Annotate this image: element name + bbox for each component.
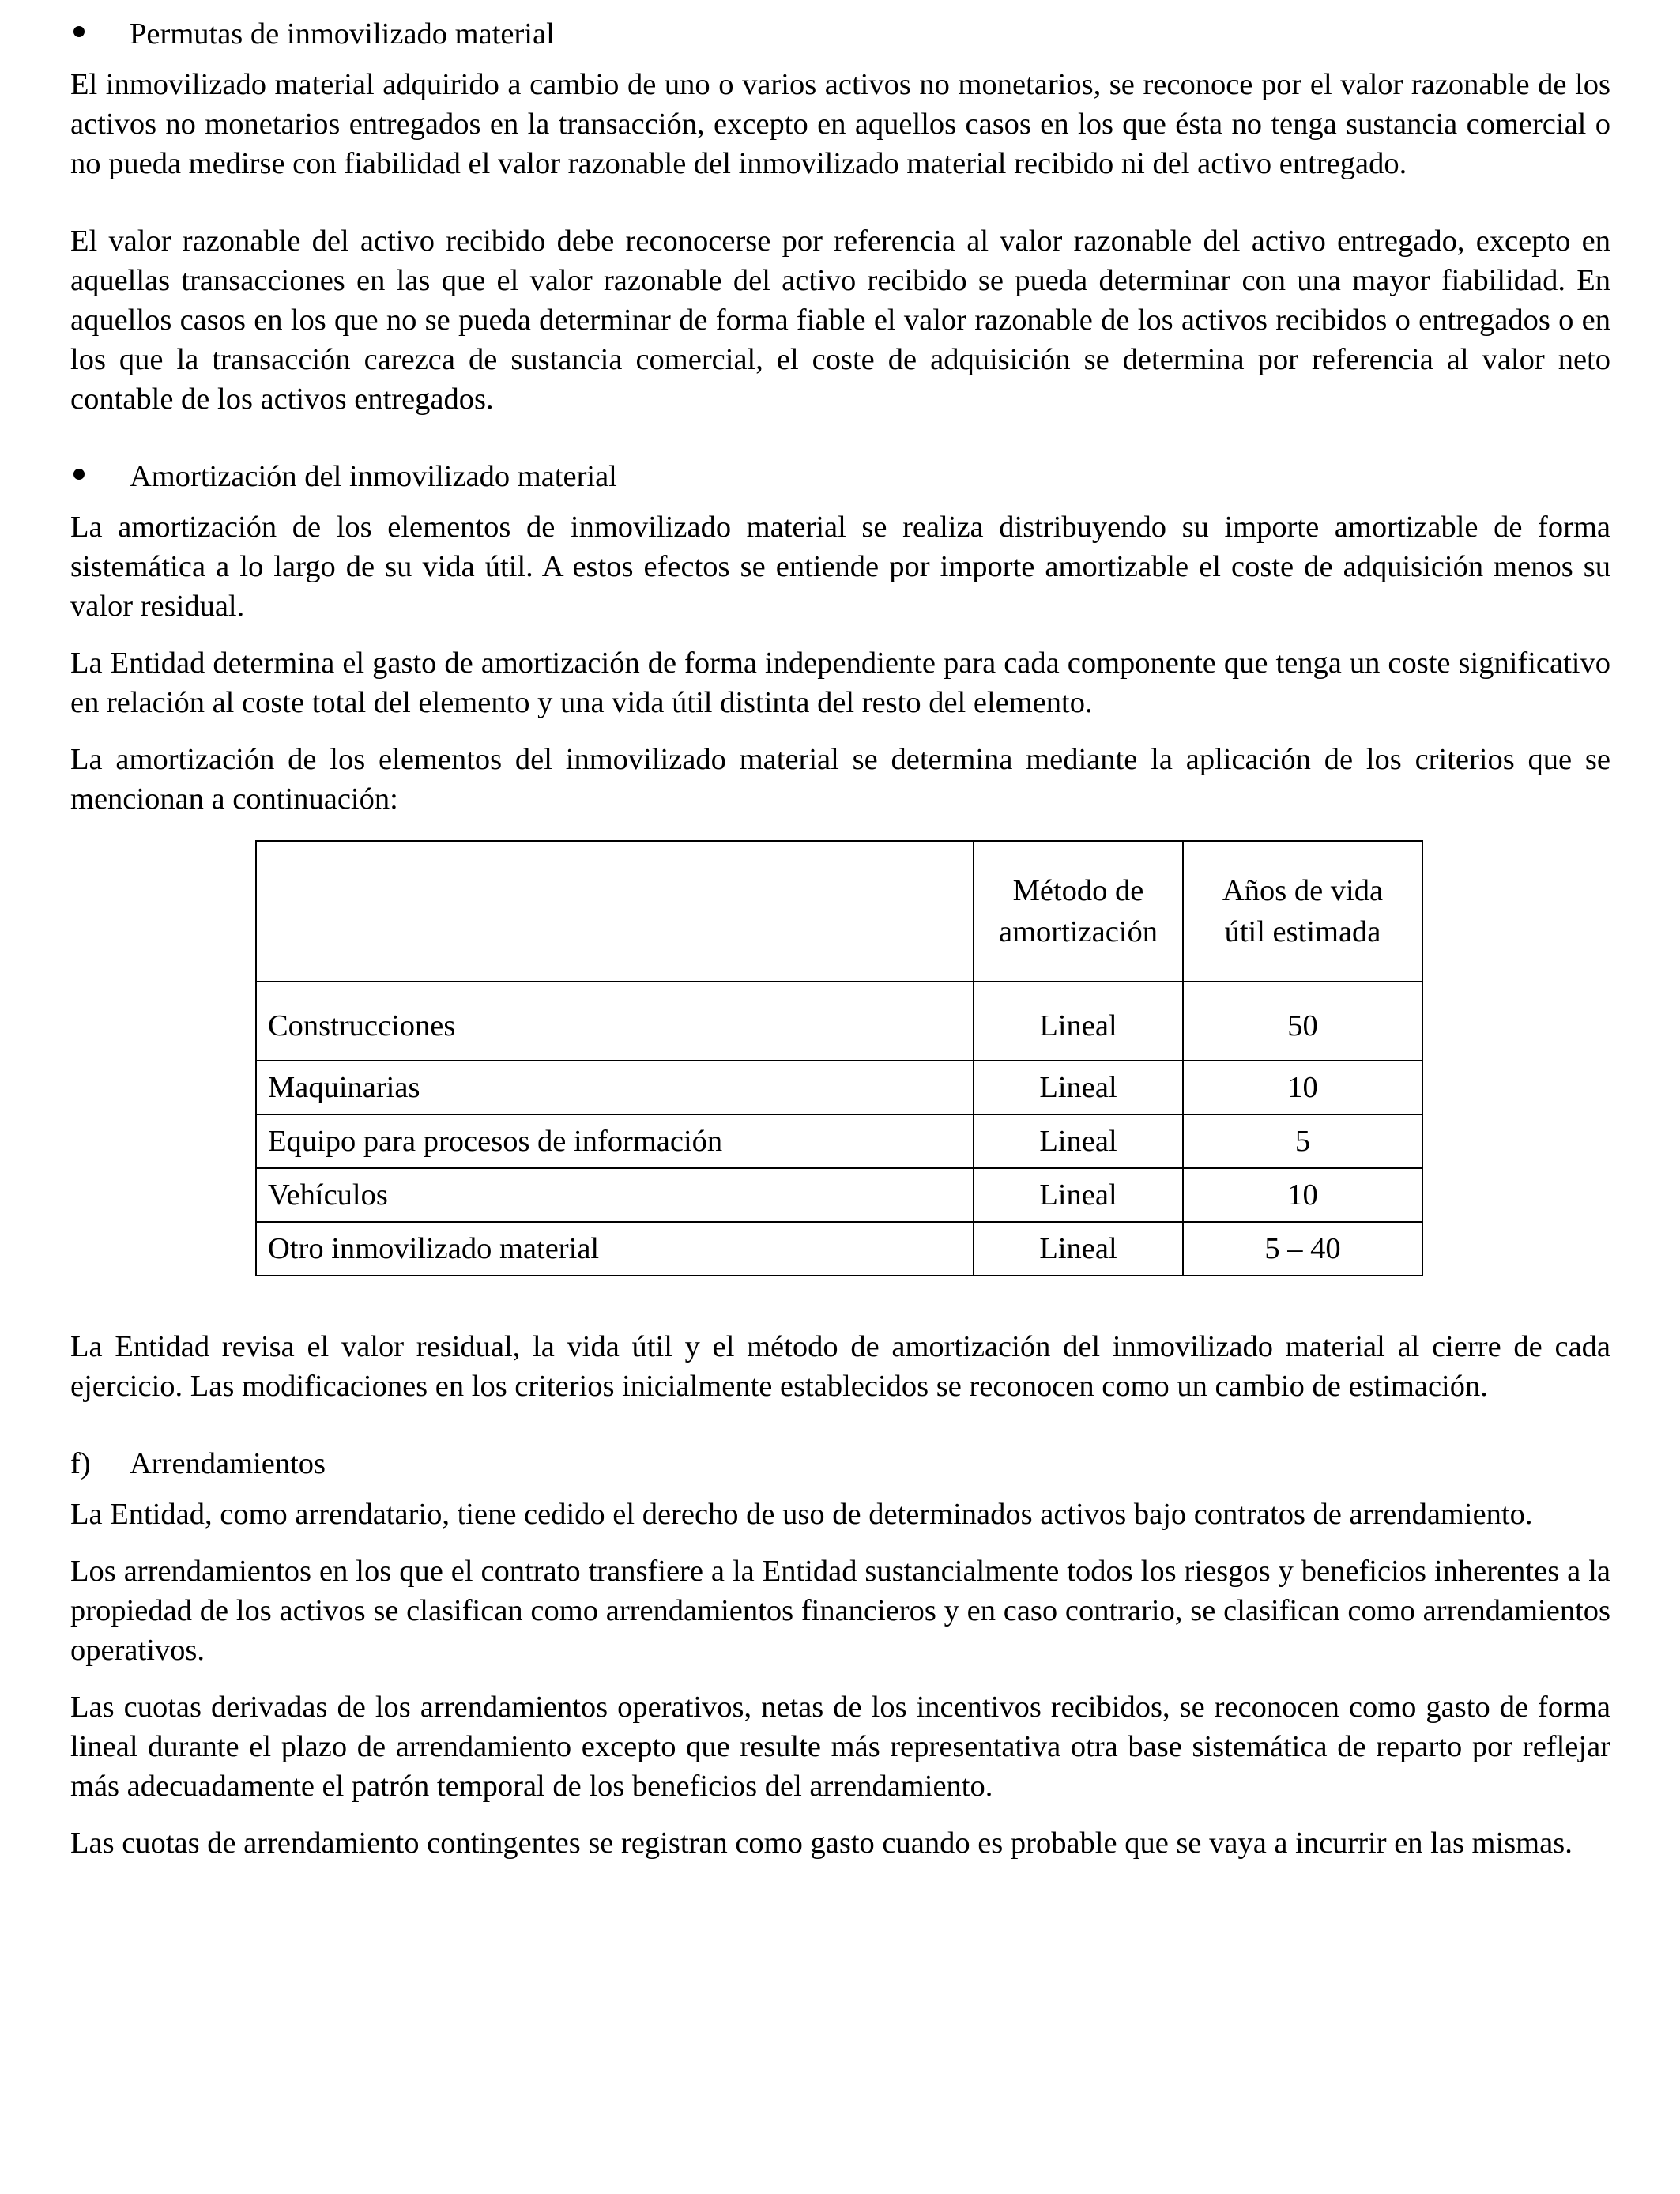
paragraph-arrendamientos-2: Los arrendamientos en los que el contrato transfiere a la Entidad sustancialmente todos los riesgos y beneficios inherentes a la propiedad de los activos se clasifican como arrendamientos financieros y en caso contrario, se clasifican como arrendamientos operativos.: [70, 1555, 1610, 1667]
row-concept: Construcciones: [256, 982, 974, 1061]
row-years: 10: [1183, 1061, 1422, 1114]
row-method: Lineal: [974, 1168, 1183, 1222]
row-years: 50: [1183, 982, 1422, 1061]
paragraph-amortizacion-3: La amortización de los elementos del inmovilizado material se determina mediante la aplicación de los criterios que se mencionan a continuación:: [70, 743, 1610, 816]
row-method: Lineal: [974, 1114, 1183, 1168]
table-header-row: [256, 841, 1422, 982]
row-years: 5 – 40: [1183, 1222, 1422, 1276]
table-row: [256, 1168, 1422, 1222]
row-concept: Vehículos: [256, 1168, 974, 1222]
paragraph-amortizacion-1: La amortización de los elementos de inmovilizado material se realiza distribuyendo su importe amortizable de forma sistemática a lo largo de su vida útil. A estos efectos se entiende por importe amortizable el coste de adquisición menos su valor residual.: [70, 511, 1610, 623]
header-years-line2: útil estimada: [1224, 915, 1381, 948]
heading-permutas: [70, 14, 1610, 54]
heading-arrendamientos: [70, 1444, 1610, 1483]
table-row: [256, 982, 1422, 1061]
table-row: [256, 1114, 1422, 1168]
table-header-years: [1183, 841, 1422, 982]
row-concept: Equipo para procesos de información: [256, 1114, 974, 1168]
row-method: Lineal: [974, 1222, 1183, 1276]
header-method-line2: amortización: [999, 915, 1158, 948]
table-header-method: [974, 841, 1183, 982]
header-years-line1: Años de vida: [1222, 874, 1384, 907]
amortization-table: [255, 840, 1423, 1276]
paragraph-amortizacion-4: La Entidad revisa el valor residual, la vida útil y el método de amortización del inmovilizado material al cierre de cada ejercicio. Las modificaciones en los criterios inicialmente establecidos se reconocen como un cambio de estimación.: [70, 1330, 1610, 1403]
heading-arrendamientos-text: Arrendamientos: [130, 1447, 326, 1480]
bullet-icon: [70, 457, 130, 496]
paragraph-arrendamientos-3: Las cuotas derivadas de los arrendamientos operativos, netas de los incentivos recibidos, se reconocen como gasto de forma lineal durante el plazo de arrendamiento excepto que resulte más representativa otra base sistemática de reparto por reflejar más adecuadamente el patrón temporal de los beneficios del arrendamiento.: [70, 1691, 1610, 1803]
document-page: [70, 14, 1610, 1863]
paragraph-amortizacion-2: La Entidad determina el gasto de amortización de forma independiente para cada componente que tenga un coste significativo en relación al coste total del elemento y una vida útil distinta del resto del elemento.: [70, 647, 1610, 719]
row-method: Lineal: [974, 1061, 1183, 1114]
heading-amortizacion: [70, 457, 1610, 496]
table-row: [256, 1061, 1422, 1114]
paragraph-arrendamientos-1: La Entidad, como arrendatario, tiene cedido el derecho de uso de determinados activos bajo contratos de arrendamiento.: [70, 1498, 1533, 1531]
row-years: 5: [1183, 1114, 1422, 1168]
heading-permutas-text: Permutas de inmovilizado material: [130, 17, 555, 51]
table-row: [256, 1222, 1422, 1276]
row-method: Lineal: [974, 982, 1183, 1061]
table-header-concept: [256, 841, 974, 982]
paragraph-permutas-2: El valor razonable del activo recibido debe reconocerse por referencia al valor razonable del activo entregado, excepto en aquellas transacciones en las que el valor razonable del activo recibido se pueda determinar con una mayor fiabilidad. En aquellos casos en los que no se pueda determinar de forma fiable el valor razonable de los activos recibidos o entregados o en los que la transacción carezca de sustancia comercial, el coste de adquisición se determina por referencia al valor neto contable de los activos entregados.: [70, 224, 1610, 416]
paragraph-permutas-1: El inmovilizado material adquirido a cambio de uno o varios activos no monetarios, se reconoce por el valor razonable de los activos no monetarios entregados en la transacción, excepto en aquellos casos en los que ésta no tenga sustancia comercial o no pueda medirse con fiabilidad el valor razonable del inmovilizado material recibido ni del activo entregado.: [70, 68, 1610, 180]
heading-amortizacion-text: Amortización del inmovilizado material: [130, 460, 617, 493]
row-concept: Otro inmovilizado material: [256, 1222, 974, 1276]
paragraph-arrendamientos-4: Las cuotas de arrendamiento contingentes se registran como gasto cuando es probable que se vaya a incurrir en las mismas.: [70, 1826, 1573, 1860]
row-years: 10: [1183, 1168, 1422, 1222]
bullet-icon: [70, 14, 130, 54]
row-concept: Maquinarias: [256, 1061, 974, 1114]
section-marker: f): [70, 1447, 91, 1480]
header-method-line1: Método de: [1012, 874, 1144, 907]
